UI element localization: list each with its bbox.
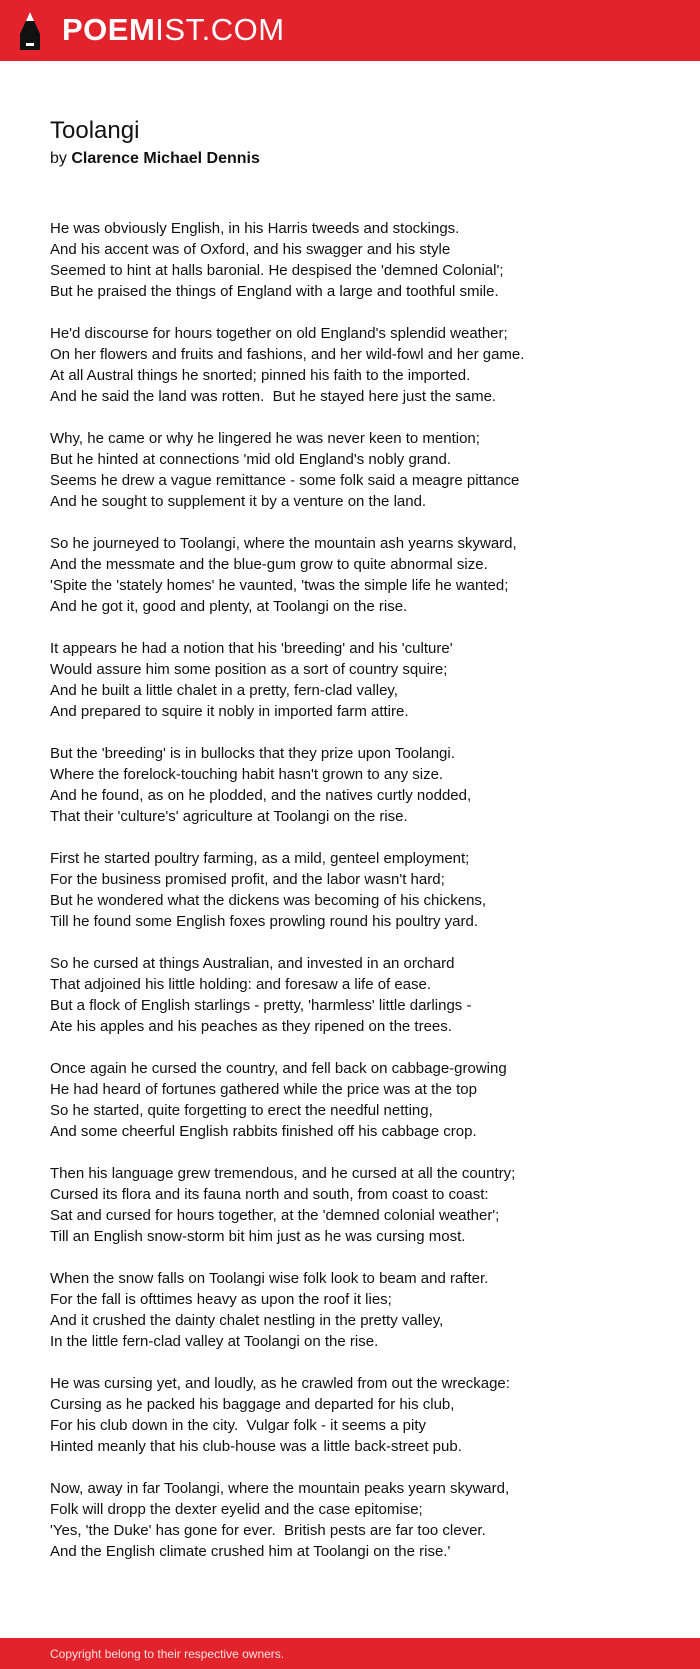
poem-line: Sat and cursed for hours together, at the 'demned colonial weather'; (50, 1207, 500, 1224)
poem-line: Seemed to hint at halls baronial. He despised the 'demned Colonial'; (50, 262, 504, 279)
poem-line: For the business promised profit, and the labor wasn't hard; (50, 871, 445, 888)
poem-line: And it crushed the dainty chalet nestling in the pretty valley, (50, 1312, 444, 1329)
poem-line: So he cursed at things Australian, and invested in an orchard (50, 955, 455, 972)
poem-line: At all Austral things he snorted; pinned his faith to the imported. (50, 367, 471, 384)
by-label: by (50, 150, 67, 167)
poem-line: Till he found some English foxes prowling round his poultry yard. (50, 913, 478, 930)
poem-line: It appears he had a notion that his 'breeding' and his 'culture' (50, 640, 453, 657)
poem-line: So he journeyed to Toolangi, where the mountain ash yearns skyward, (50, 535, 517, 552)
stanza (50, 638, 670, 722)
poem-line: But he praised the things of England with a large and toothful smile. (50, 283, 499, 300)
poem-line: He had heard of fortunes gathered while the price was at the top (50, 1081, 477, 1098)
poem-line: And some cheerful English rabbits finished off his cabbage crop. (50, 1123, 477, 1140)
poem-line: But a flock of English starlings - pretty, 'harmless' little darlings - (50, 997, 472, 1014)
poem-line: He was obviously English, in his Harris tweeds and stockings. (50, 220, 460, 237)
poem-line: And he said the land was rotten. But he stayed here just the same. (50, 388, 497, 405)
copyright-text: Copyright belong to their respective owners. (50, 1647, 285, 1661)
stanza (50, 218, 670, 302)
poem-line: Then his language grew tremendous, and he cursed at all the country; (50, 1165, 516, 1182)
stanza (50, 953, 670, 1037)
stanza (50, 743, 670, 827)
poem-line: And the messmate and the blue-gum grow to quite abnormal size. (50, 556, 488, 573)
stanza (50, 1058, 670, 1142)
stanza (50, 428, 670, 512)
pencil-icon[interactable] (18, 10, 42, 52)
poem-line: He'd discourse for hours together on old England's splendid weather; (50, 325, 508, 342)
poem-line: And he built a little chalet in a pretty, fern-clad valley, (50, 682, 398, 699)
poem-title: Toolangi (50, 117, 140, 144)
logo-text-light: IST.COM (155, 12, 285, 47)
poem-line: 'Yes, 'the Duke' has gone for ever. British pests are far too clever. (50, 1522, 486, 1539)
poem-line: But the 'breeding' is in bullocks that they prize upon Toolangi. (50, 745, 455, 762)
poem-line: And he got it, good and plenty, at Toolangi on the rise. (50, 598, 408, 615)
poem-line: That their 'culture's' agriculture at Toolangi on the rise. (50, 808, 408, 825)
poem-line: That adjoined his little holding: and foresaw a life of ease. (50, 976, 432, 993)
author-link[interactable]: Clarence Michael Dennis (71, 150, 260, 167)
poem-line: Where the forelock-touching habit hasn't grown to any size. (50, 766, 444, 783)
stanza (50, 533, 670, 617)
poem-line: But he hinted at connections 'mid old England's nobly grand. (50, 451, 451, 468)
poem-line: Would assure him some position as a sort of country squire; (50, 661, 448, 678)
poem-line: In the little fern-clad valley at Toolangi on the rise. (50, 1333, 379, 1350)
poem-line: And he found, as on he plodded, and the natives curtly nodded, (50, 787, 472, 804)
poem-line: And his accent was of Oxford, and his swagger and his style (50, 241, 451, 258)
logo-text-bold: POEM (62, 12, 156, 47)
poem-line: On her flowers and fruits and fashions, and her wild-fowl and her game. (50, 346, 525, 363)
poem-line: And he sought to supplement it by a venture on the land. (50, 493, 427, 510)
poem-line: So he started, quite forgetting to erect the needful netting, (50, 1102, 433, 1119)
poem-line: Cursed its flora and its fauna north and south, from coast to coast: (50, 1186, 489, 1203)
poem-line: Now, away in far Toolangi, where the mountain peaks yearn skyward, (50, 1480, 510, 1497)
poem-line: Folk will dropp the dexter eyelid and the case epitomise; (50, 1501, 423, 1518)
poem-line: Cursing as he packed his baggage and departed for his club, (50, 1396, 455, 1413)
poem-line: Till an English snow-storm bit him just as he was cursing most. (50, 1228, 466, 1245)
stanza (50, 1163, 670, 1247)
stanza (50, 1478, 670, 1562)
stanza (50, 1268, 670, 1352)
poem-line: But he wondered what the dickens was becoming of his chickens, (50, 892, 487, 909)
poem-line: Why, he came or why he lingered he was never keen to mention; (50, 430, 480, 447)
stanza (50, 323, 670, 407)
site-header (0, 0, 700, 61)
byline (50, 147, 260, 171)
site-logo[interactable] (62, 10, 285, 50)
poem-body (50, 218, 670, 1583)
stanza (50, 1373, 670, 1457)
poem-line: For the fall is ofttimes heavy as upon the roof it lies; (50, 1291, 392, 1308)
poem-line: 'Spite the 'stately homes' he vaunted, 'twas the simple life he wanted; (50, 577, 509, 594)
poem-line: First he started poultry farming, as a mild, genteel employment; (50, 850, 470, 867)
poem-line: And prepared to squire it nobly in imported farm attire. (50, 703, 409, 720)
poem-line: Once again he cursed the country, and fell back on cabbage-growing (50, 1060, 507, 1077)
site-footer (0, 1638, 700, 1669)
poem-line: And the English climate crushed him at Toolangi on the rise.' (50, 1543, 451, 1560)
stanza (50, 848, 670, 932)
poem-line: Seems he drew a vague remittance - some folk said a meagre pittance (50, 472, 520, 489)
poem-line: Hinted meanly that his club-house was a little back-street pub. (50, 1438, 462, 1455)
poem-line: He was cursing yet, and loudly, as he crawled from out the wreckage: (50, 1375, 510, 1392)
poem-line: Ate his apples and his peaches as they ripened on the trees. (50, 1018, 452, 1035)
poem-line: When the snow falls on Toolangi wise folk look to beam and rafter. (50, 1270, 489, 1287)
poem-line: For his club down in the city. Vulgar folk - it seems a pity (50, 1417, 426, 1434)
